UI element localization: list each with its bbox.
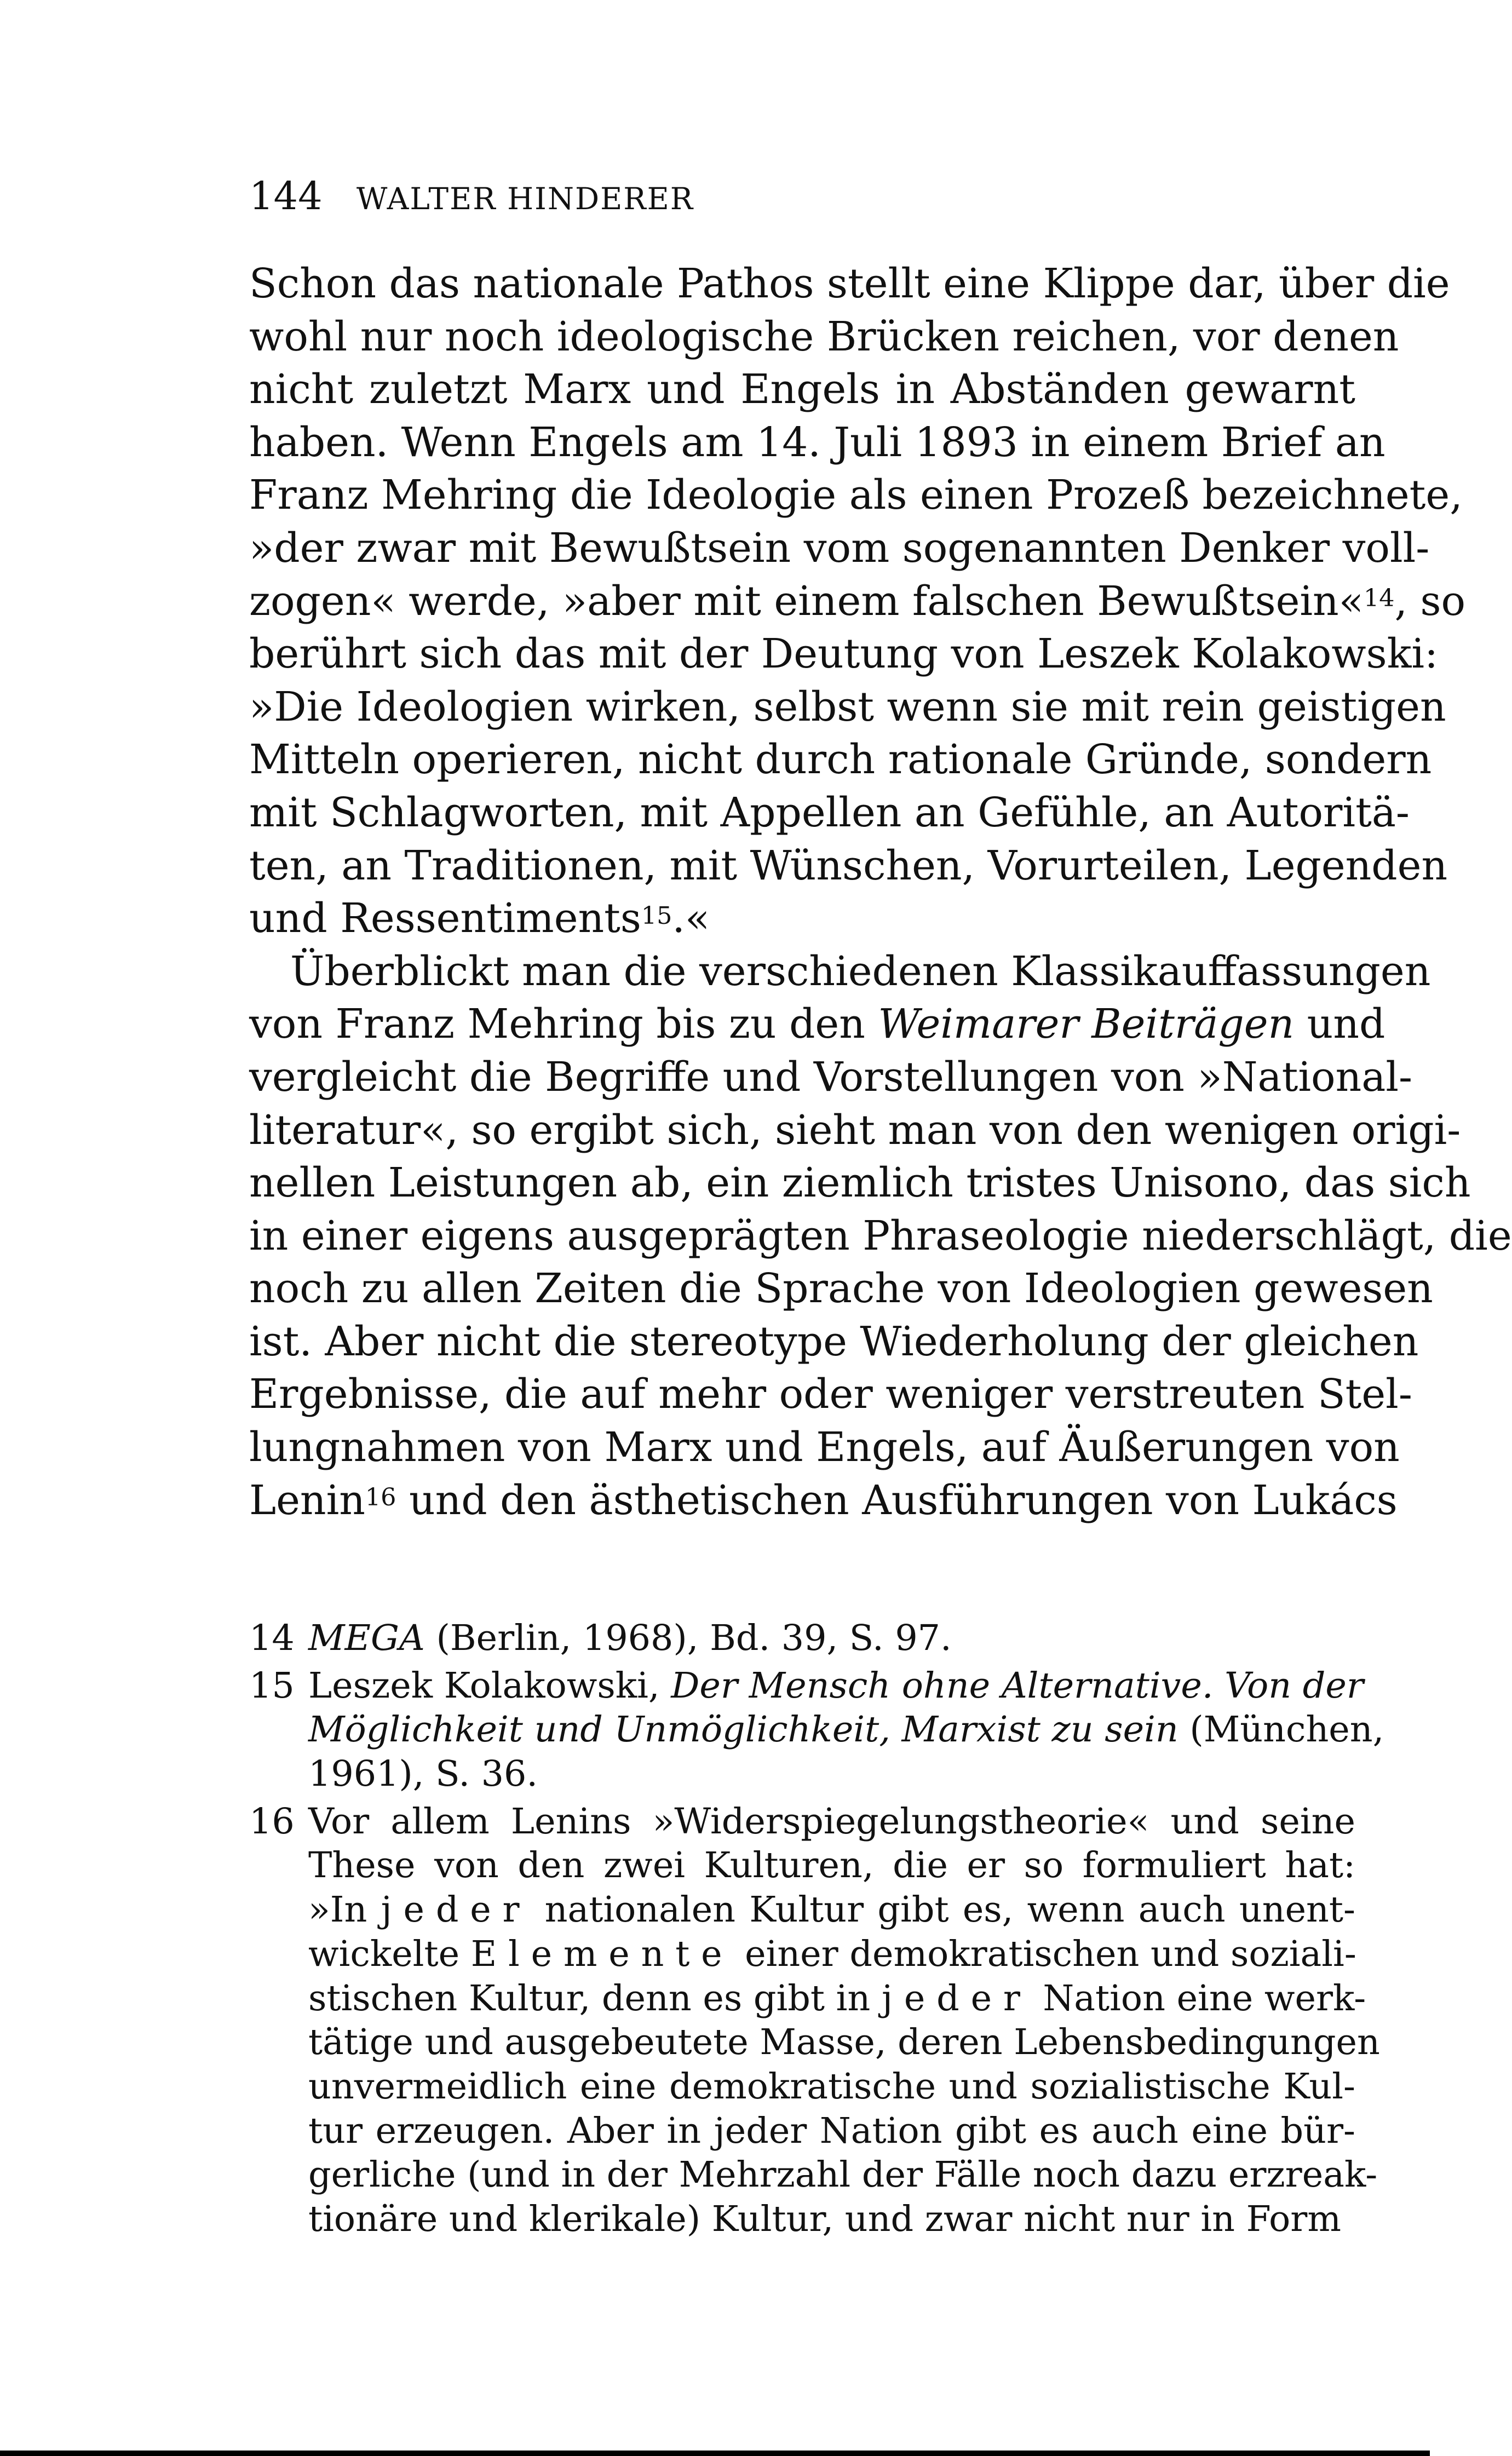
text-span: von Franz Mehring bis zu den (249, 1000, 878, 1048)
text-line (249, 1474, 1398, 1527)
text-span: , so (1394, 577, 1466, 625)
footnote-line (308, 1888, 1355, 1932)
italic-text: Möglichkeit und Unmöglichkeit, Marxist zu sein (308, 1709, 1178, 1751)
footnote-ref: 15 (641, 901, 672, 930)
footnote-line (308, 1664, 1364, 1709)
scan-edge (0, 2451, 1430, 2456)
text-line (249, 892, 1355, 945)
text-span: Lenin (249, 1476, 365, 1524)
footnote-line: tätige und ausgebeutete Masse, deren Lebensbedingungen (308, 2022, 1380, 2063)
footnote-line (308, 1977, 1366, 2021)
text-span: .« (672, 895, 710, 942)
footnote-line (308, 1617, 1355, 1661)
text-line: lungnahmen von Marx und Engels, auf Äußerungen von (249, 1424, 1400, 1471)
footnote-line: Vor allem Lenins »Widerspiegelungstheorie« und seine (308, 1801, 1355, 1842)
spaced-text: jeder (381, 1889, 531, 1931)
footnote-number: 16 (249, 1801, 295, 1842)
text-line: Franz Mehring die Ideologie als einen Prozeß bezeichnete, (249, 471, 1463, 519)
text-line: ist. Aber nicht die stereotype Wiederholung der gleichen (249, 1318, 1419, 1365)
text-line: wohl nur noch ideologische Brücken reichen, vor denen (249, 313, 1399, 360)
footnote-line: unvermeidlich eine demokratische und sozialistische Kul- (308, 2066, 1355, 2107)
footnote-line: tur erzeugen. Aber in jeder Nation gibt es auch eine bür- (308, 2110, 1355, 2152)
running-header (249, 174, 694, 221)
italic-text: Der Mensch ohne Alternative. Von der (671, 1665, 1364, 1706)
footnote-ref: 16 (365, 1483, 396, 1512)
text-line: Ergebnisse, die auf mehr oder weniger verstreuten Stel- (249, 1371, 1412, 1418)
text-span: einer demokratischen und soziali- (733, 1933, 1356, 1975)
text-line: mit Schlagworten, mit Appellen an Gefühle, an Autoritä- (249, 789, 1410, 836)
italic-text: Weimarer Beiträgen (878, 1000, 1295, 1048)
text-line: nicht zuletzt Marx und Engels in Abständen gewarnt (249, 366, 1355, 413)
footnote-line: These von den zwei Kulturen, die er so formuliert hat: (308, 1845, 1355, 1886)
text-span: stischen Kultur, denn es gibt in (308, 1977, 882, 2019)
text-line: berührt sich das mit der Deutung von Leszek Kolakowski: (249, 630, 1439, 678)
text-line: Überblickt man die verschiedenen Klassikauffassungen (290, 947, 1431, 995)
text-span: Nation eine werk- (1031, 1977, 1366, 2019)
footnote-line (308, 1932, 1355, 1977)
footnote-15 (249, 1664, 1384, 1797)
page-number: 144 (249, 174, 323, 218)
text-line: in einer eigens ausgeprägten Phraseologie niederschlägt, die (249, 1212, 1512, 1259)
text-span: Leszek Kolakowski, (308, 1665, 671, 1706)
text-span: und (1294, 1000, 1385, 1048)
text-span: wickelte (308, 1933, 471, 1975)
spaced-text: jeder (881, 1977, 1032, 2019)
footnote-14 (249, 1617, 1355, 1661)
footnote-ref: 14 (1363, 584, 1395, 613)
text-line: »der zwar mit Bewußtsein vom sogenannten Denker voll- (249, 524, 1430, 572)
running-head-author: WALTER HINDERER (356, 181, 694, 216)
footnote-line: gerliche (und in der Mehrzahl der Fälle noch dazu erzreak- (308, 2154, 1378, 2196)
text-span: (Berlin, 1968), Bd. 39, S. 97. (424, 1618, 952, 1659)
text-line: Schon das nationale Pathos stellt eine Klippe dar, über die (249, 260, 1450, 307)
text-span: und den ästhetischen Ausführungen von Lukács (396, 1476, 1398, 1524)
text-span: »In (308, 1889, 381, 1931)
text-line: haben. Wenn Engels am 14. Juli 1893 in einem Brief an (249, 418, 1385, 466)
footnotes (249, 1617, 1384, 2242)
text-span: zogen« werde, »aber mit einem falschen Bewußtsein« (249, 577, 1364, 625)
text-line (249, 575, 1466, 628)
text-span: (München, (1178, 1709, 1384, 1751)
text-line: nellen Leistungen ab, ein ziemlich tristes Unisono, das sich (249, 1159, 1471, 1207)
text-line (249, 998, 1385, 1051)
footnote-line (308, 1708, 1384, 1752)
footnote-line: 1961), S. 36. (308, 1753, 538, 1795)
text-line: »Die Ideologien wirken, selbst wenn sie mit rein geistigen (249, 683, 1446, 731)
footnote-number: 14 (249, 1618, 295, 1659)
spaced-text: Elemente (470, 1933, 734, 1975)
text-line: literatur«, so ergibt sich, sieht man von den wenigen origi- (249, 1106, 1461, 1154)
text-line: ten, an Traditionen, mit Wünschen, Vorurteilen, Legenden (249, 842, 1448, 889)
text-line: noch zu allen Zeiten die Sprache von Ideologien gewesen (249, 1265, 1433, 1313)
text-span: und Ressentiments (249, 895, 641, 942)
italic-text: MEGA (308, 1618, 425, 1659)
main-text (249, 257, 1512, 1527)
text-span: nationalen Kultur gibt es, wenn auch unent- (531, 1889, 1356, 1931)
text-line: Mitteln operieren, nicht durch rationale Gründe, sondern (249, 736, 1432, 784)
text-line: vergleicht die Begriffe und Vorstellungen von »National- (249, 1053, 1413, 1101)
footnote-number: 15 (249, 1665, 295, 1706)
footnote-16 (249, 1800, 1380, 2242)
footnote-line: tionäre und klerikale) Kultur, und zwar nicht nur in Form (308, 2198, 1342, 2240)
